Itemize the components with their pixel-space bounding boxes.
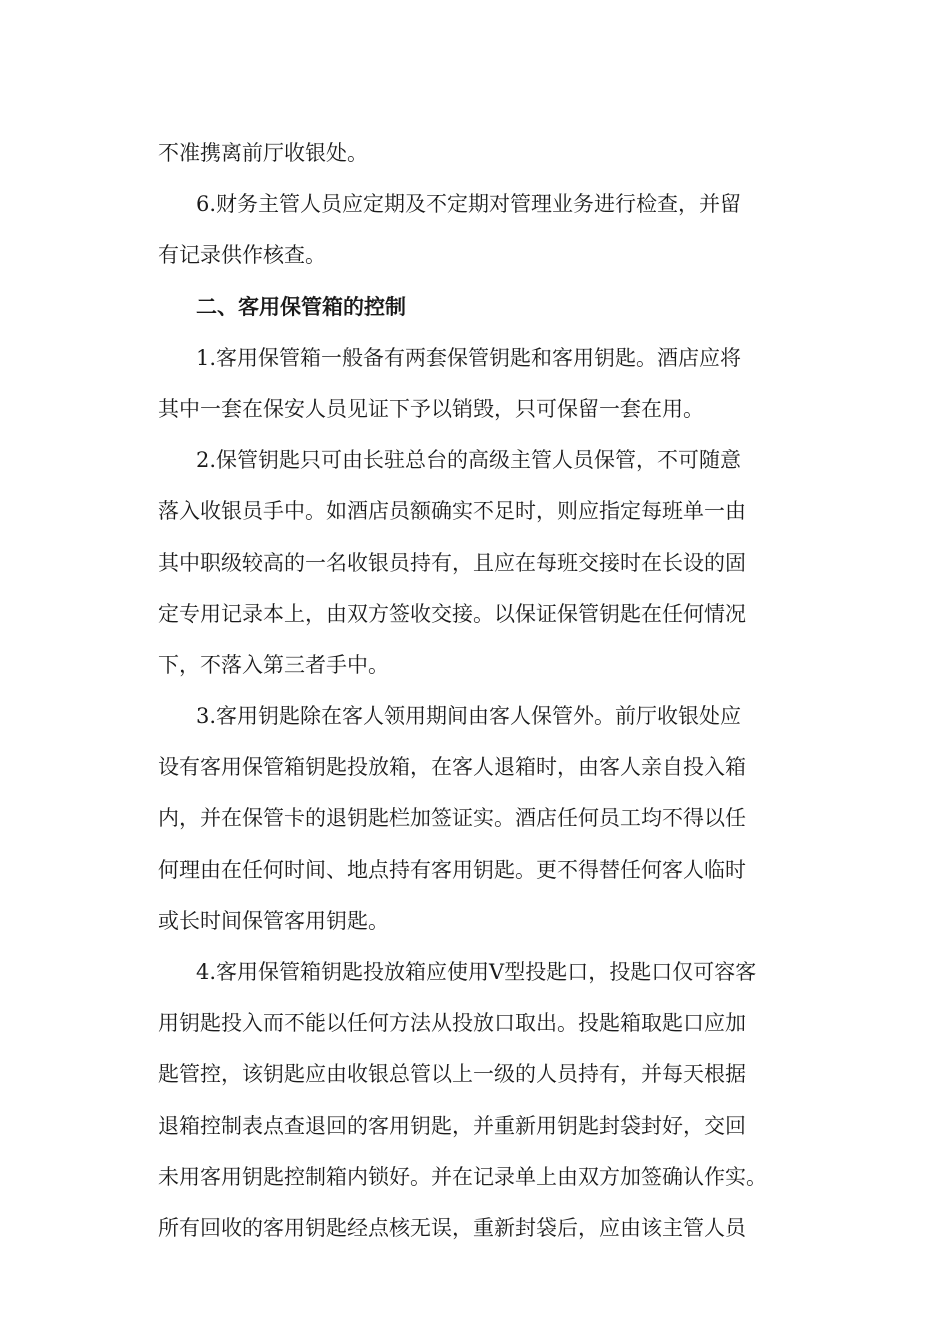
- text-line: 何理由在任何时间、地点持有客用钥匙。更不得替任何客人临时: [158, 857, 746, 882]
- text-line: 2.保管钥匙只可由长驻总台的高级主管人员保管，不可随意: [196, 448, 742, 473]
- text-line: 3.客用钥匙除在客人领用期间由客人保管外。前厅收银处应: [196, 704, 742, 729]
- text-line: 退箱控制表点查退回的客用钥匙，并重新用钥匙封袋封好，交回: [158, 1113, 746, 1138]
- text-line: 未用客用钥匙控制箱内锁好。并在记录单上由双方加签确认作实。: [158, 1164, 767, 1189]
- document-body: [158, 128, 818, 1254]
- text-line: 定专用记录本上，由双方签收交接。以保证保管钥匙在任何情况: [158, 601, 746, 626]
- text-line: 或长时间保管客用钥匙。: [158, 908, 389, 933]
- text-line: 所有回收的客用钥匙经点核无误，重新封袋后，应由该主管人员: [158, 1215, 746, 1240]
- text-line: 下，不落入第三者手中。: [158, 652, 389, 677]
- text-line: 其中职级较高的一名收银员持有，且应在每班交接时在长设的固: [158, 550, 746, 575]
- text-line: 有记录供作核查。: [158, 243, 326, 268]
- text-line: 1.客用保管箱一般备有两套保管钥匙和客用钥匙。酒店应将: [196, 345, 742, 370]
- text-line: 设有客用保管箱钥匙投放箱，在客人退箱时，由客人亲自投入箱: [158, 755, 746, 780]
- text-line: 不准携离前厅收银处。: [158, 141, 368, 165]
- section-heading: 二、客用保管箱的控制: [196, 294, 406, 319]
- text-line: 6.财务主管人员应定期及不定期对管理业务进行检查，并留: [196, 192, 742, 217]
- text-line: 其中一套在保安人员见证下予以销毁，只可保留一套在用。: [158, 396, 704, 421]
- text-line: 4.客用保管箱钥匙投放箱应使用Ⅴ型投匙口，投匙口仅可容客: [196, 960, 757, 984]
- text-line: 内，并在保管卡的退钥匙栏加签证实。酒店任何员工均不得以任: [158, 806, 746, 831]
- text-line: 用钥匙投入而不能以任何方法从投放口取出。投匙箱取匙口应加: [158, 1011, 746, 1036]
- text-line: 落入收银员手中。如酒店员额确实不足时，则应指定每班单一由: [158, 499, 746, 524]
- text-line: 匙管控，该钥匙应由收银总管以上一级的人员持有，并每天根据: [158, 1062, 746, 1087]
